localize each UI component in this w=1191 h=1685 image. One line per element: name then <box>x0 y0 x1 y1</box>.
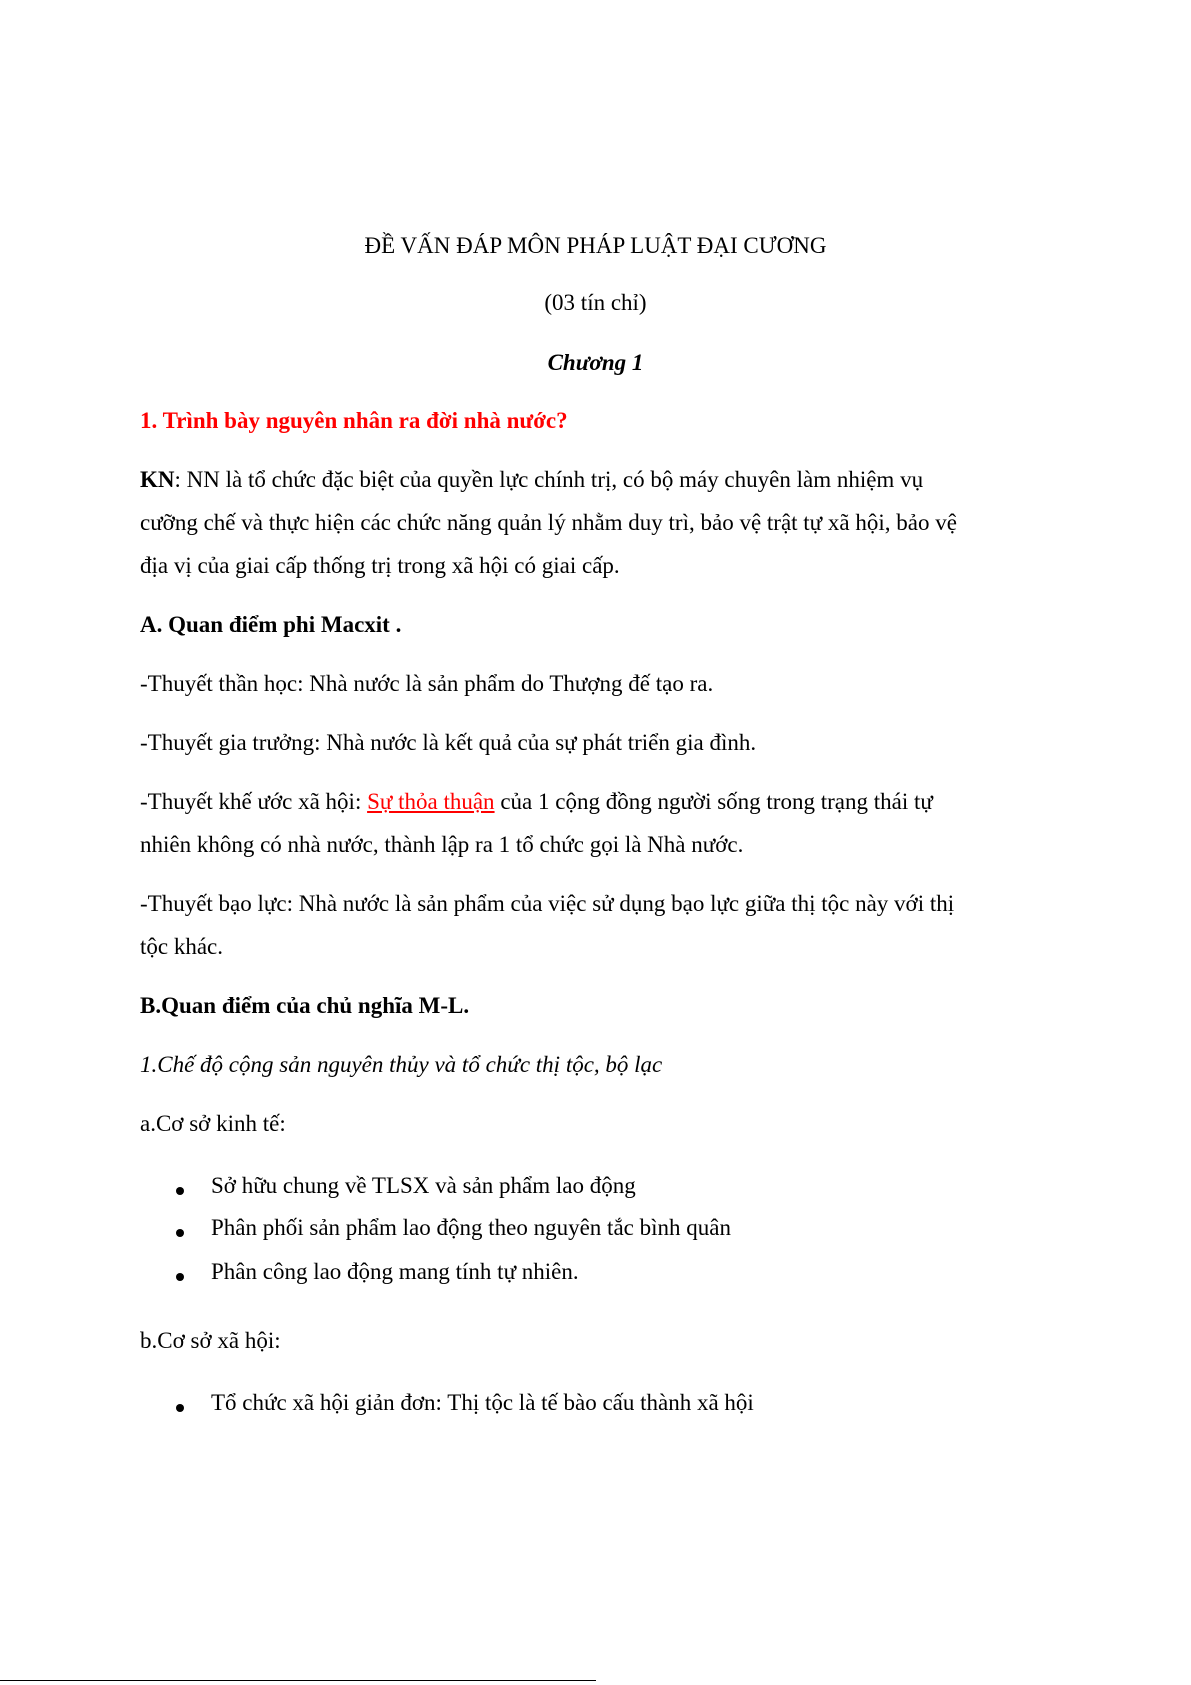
social-basis-label: b.Cơ sở xã hội: <box>140 1328 281 1353</box>
patriarchal-theory: -Thuyết gia trưởng: Nhà nước là kết quả của sự phát triển gia đình. <box>140 730 757 755</box>
definition-label: KN <box>140 467 175 492</box>
contract-theory-line-1 <box>140 789 933 815</box>
definition-line-1 <box>140 467 923 493</box>
bullet-icon <box>176 1187 184 1195</box>
bullet-icon <box>176 1273 184 1281</box>
social-item: Tổ chức xã hội giản đơn: Thị tộc là tế bào cấu thành xã hội <box>211 1390 754 1415</box>
contract-highlight: Sự thỏa thuận <box>367 789 495 814</box>
economic-basis-label: a.Cơ sở kinh tế: <box>140 1111 286 1136</box>
question-heading: 1. Trình bày nguyên nhân ra đời nhà nước? <box>140 408 568 433</box>
chapter-heading: Chương 1 <box>547 350 644 375</box>
violence-theory-line-2: tộc khác. <box>140 934 224 959</box>
definition-line-3: địa vị của giai cấp thống trị trong xã hội có giai cấp. <box>140 553 620 578</box>
contract-prefix: -Thuyết khế ước xã hội: <box>140 789 368 814</box>
section-b-subheading: 1.Chế độ cộng sản nguyên thủy và tổ chức thị tộc, bộ lạc <box>140 1052 663 1077</box>
section-a-heading: A. Quan điểm phi Macxit . <box>140 612 402 637</box>
section-b-heading: B.Quan điểm của chủ nghĩa M-L. <box>140 993 470 1018</box>
definition-line-2: cưỡng chế và thực hiện các chức năng quản lý nhằm duy trì, bảo vệ trật tự xã hội, bảo vệ <box>140 510 957 535</box>
document-title: ĐỀ VẤN ĐÁP MÔN PHÁP LUẬT ĐẠI CƯƠNG <box>364 233 827 258</box>
theology-theory: -Thuyết thần học: Nhà nước là sản phẩm do Thượng đế tạo ra. <box>140 671 714 696</box>
contract-theory-line-2: nhiên không có nhà nước, thành lập ra 1 tổ chức gọi là Nhà nước. <box>140 832 744 857</box>
credits-note: (03 tín chỉ) <box>544 290 647 315</box>
economic-item: Phân công lao động mang tính tự nhiên. <box>211 1259 579 1284</box>
footnote-divider <box>0 1680 596 1681</box>
contract-suffix: của 1 cộng đồng người sống trong trạng thái tự <box>494 789 933 814</box>
economic-item: Phân phối sản phẩm lao động theo nguyên tắc bình quân <box>211 1215 731 1240</box>
bullet-icon <box>176 1229 184 1237</box>
violence-theory-line-1: -Thuyết bạo lực: Nhà nước là sản phẩm của việc sử dụng bạo lực giữa thị tộc này với thị <box>140 891 955 916</box>
economic-item: Sở hữu chung về TLSX và sản phẩm lao động <box>211 1173 636 1198</box>
bullet-icon <box>176 1404 184 1412</box>
definition-text: : NN là tổ chức đặc biệt của quyền lực chính trị, có bộ máy chuyên làm nhiệm vụ <box>174 467 924 492</box>
